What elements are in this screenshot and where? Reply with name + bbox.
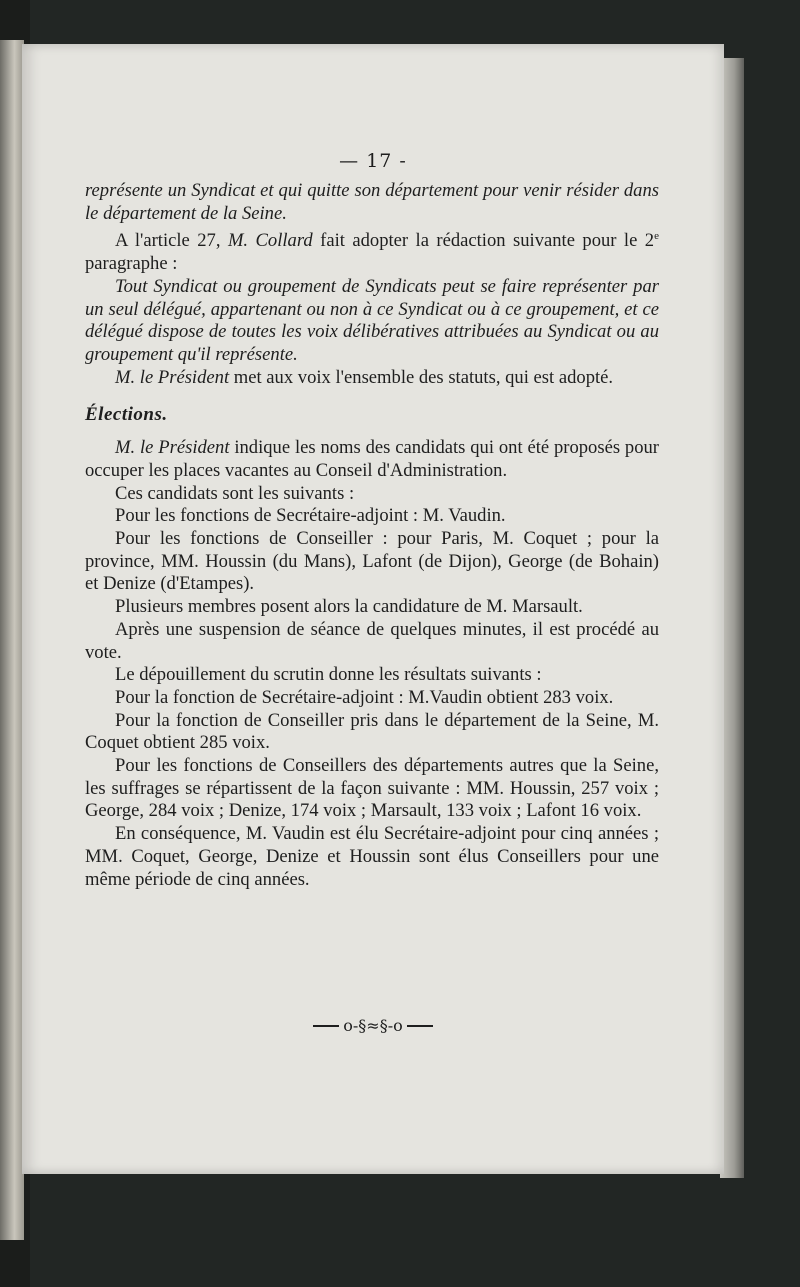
text: paragraphe : [85, 253, 178, 275]
text: met aux voix l'ensemble des statuts, qui est adopté. [229, 366, 614, 388]
paragraph: Après une suspension de séance de quelques minutes, il est procédé au vote. [85, 618, 659, 663]
book-page [22, 44, 724, 1174]
text: indique les noms des candidats qui ont été proposés pour occuper les places vacantes au Conseil d'Administration. [85, 437, 659, 481]
paragraph: Plusieurs membres posent alors la candidature de M. Marsault. [115, 596, 583, 618]
paragraph: Ces candidats sont les suivants : [115, 482, 355, 504]
paragraph: En conséquence, M. Vaudin est élu Secrétaire-adjoint pour cinq années ; MM. Coquet, George, Denize et Houssin sont élus Conseillers pour une même période de cinq années. [85, 823, 659, 890]
paragraph: Pour la fonction de Conseiller pris dans le département de la Seine, M. Coquet obtient 285 voix. [85, 709, 659, 754]
facing-page-edge [0, 40, 24, 1240]
text: fait adopter la rédaction suivante pour le 2 [312, 230, 655, 252]
paragraph-vote-statuts [85, 367, 659, 390]
paragraph: Pour la fonction de Secrétaire-adjoint : M.Vaudin obtient 283 voix. [115, 686, 614, 708]
page-body [85, 180, 659, 891]
italic-text: Tout Syndicat ou groupement de Syndicats peut se faire représenter par un seul délégué, appartenant ou non à ce Syndicat ou à ce groupement, et ce délégué dispose de toutes les voix délibératives attribuées au Syndicat ou au groupement qu'il représente. [85, 276, 659, 366]
paragraph: Le dépouillement du scrutin donne les résultats suivants : [115, 664, 542, 686]
section-heading: Élections. [85, 403, 168, 425]
page-number: — 17 - [339, 150, 407, 172]
speaker-name: M. Collard [227, 230, 313, 252]
italic-text: représente un Syndicat et qui quitte son département pour venir résider dans le département de la Seine. [85, 180, 659, 224]
ornament-line [407, 1025, 433, 1027]
text: A l'article 27, [115, 230, 228, 252]
paragraph: Pour les fonctions de Conseiller : pour Paris, M. Coquet ; pour la province, MM. Houssin (du Mans), Lafont (de Dijon), George (de Bohain) et Denize (d'Etampes). [85, 528, 659, 595]
speaker-name: M. le Président [115, 437, 230, 459]
decorative-ornament [22, 1016, 724, 1035]
ornament-glyphs: o-§≈§-o [343, 1016, 403, 1035]
paragraph: Pour les fonctions de Secrétaire-adjoint : M. Vaudin. [115, 505, 506, 527]
ornament-line [313, 1025, 339, 1027]
paragraph-candidates [85, 437, 659, 482]
paragraph-continuation [85, 180, 659, 225]
superscript: e [654, 230, 659, 243]
speaker-name: M. le Président [115, 366, 230, 388]
paragraph: Pour les fonctions de Conseillers des départements autres que la Seine, les suffrages se répartissent de la façon suivante : MM. Houssin, 257 voix ; George, 284 voix ; Denize, 174 voix ; Marsault, 133 voix ; Lafont 16 voix. [85, 755, 659, 822]
paragraph-article-27 [85, 225, 659, 276]
paragraph-quoted-rule [85, 276, 659, 367]
